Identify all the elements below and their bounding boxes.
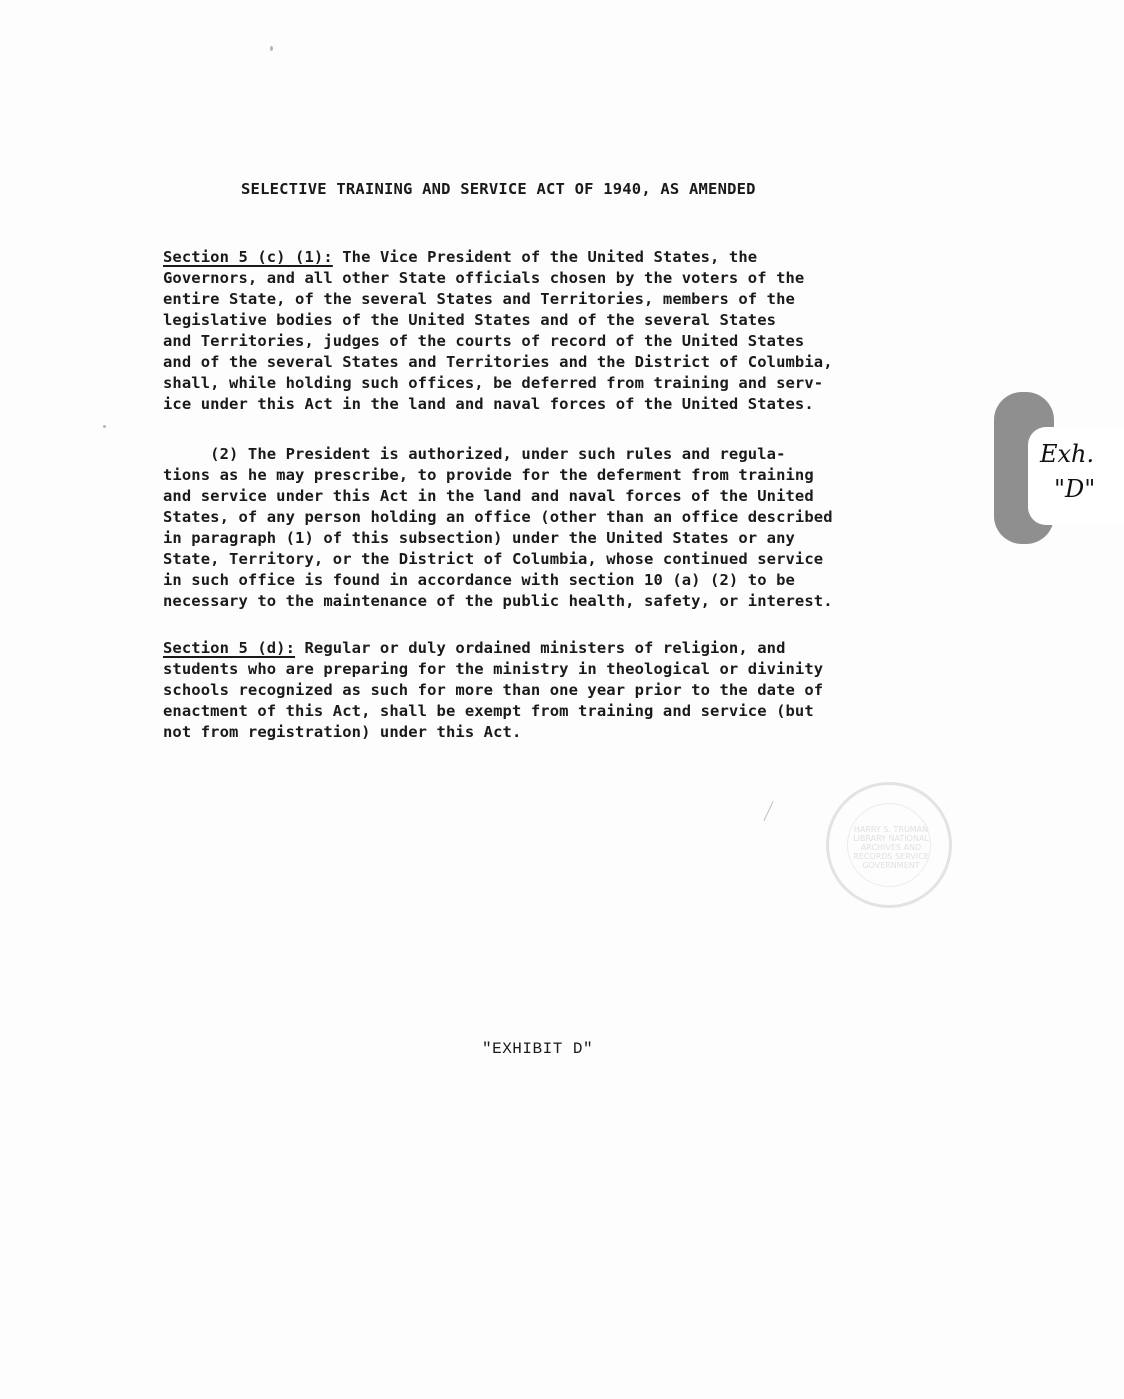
paragraph-line: State, Territory, or the District of Columbia, whose continued service	[163, 550, 824, 568]
scan-speck	[270, 46, 273, 51]
section-heading: Section 5 (d):	[163, 639, 296, 657]
paragraph-line: not from registration) under this Act.	[163, 723, 522, 741]
scan-scratch	[763, 801, 773, 821]
section-heading: Section 5 (c) (1):	[163, 248, 333, 266]
handwritten-annotation: Exh.	[1040, 440, 1095, 468]
paragraph-line: in paragraph (1) of this subsection) under the United States or any	[163, 529, 795, 547]
paragraph-line: (2) The President is authorized, under such rules and regula-	[163, 445, 786, 463]
section-5d-paragraph	[163, 638, 933, 743]
paragraph-line: necessary to the maintenance of the public health, safety, or interest.	[163, 592, 833, 610]
scan-speck	[103, 425, 106, 428]
paragraph-line: Section 5 (c) (1): The Vice President of the United States, the	[163, 248, 758, 266]
paragraph-line: schools recognized as such for more than one year prior to the date of	[163, 681, 824, 699]
paragraph-line: ice under this Act in the land and naval forces of the United States.	[163, 395, 814, 413]
paragraph-line: in such office is found in accordance with section 10 (a) (2) to be	[163, 571, 795, 589]
paragraph-line: and of the several States and Territories and the District of Columbia,	[163, 353, 833, 371]
paragraph-line: States, of any person holding an office (other than an office described	[163, 508, 833, 526]
library-stamp	[826, 782, 952, 908]
paragraph-line: and Territories, judges of the courts of record of the United States	[163, 332, 805, 350]
paragraph-line: Section 5 (d): Regular or duly ordained ministers of religion, and	[163, 639, 786, 657]
paragraph-line: entire State, of the several States and Territories, members of the	[163, 290, 795, 308]
paragraph-line: Governors, and all other State officials chosen by the voters of the	[163, 269, 805, 287]
paragraph-line: legislative bodies of the United States and of the several States	[163, 311, 777, 329]
paragraph-line: students who are preparing for the ministry in theological or divinity	[163, 660, 824, 678]
exhibit-label: "EXHIBIT D"	[482, 1040, 594, 1058]
section-5c1-paragraph	[163, 247, 933, 415]
stamp-text: HARRY S. TRUMAN LIBRARY NATIONAL ARCHIVES AND RECORDS SERVICE GOVERNMENT	[853, 825, 929, 870]
document-title: SELECTIVE TRAINING AND SERVICE ACT OF 1940, AS AMENDED	[241, 180, 756, 198]
paragraph-line: and service under this Act in the land and naval forces of the United	[163, 487, 814, 505]
handwritten-annotation: "D"	[1054, 475, 1096, 503]
paragraph-line: tions as he may prescribe, to provide for the deferment from training	[163, 466, 814, 484]
paragraph-line: enactment of this Act, shall be exempt from training and service (but	[163, 702, 814, 720]
section-5c2-paragraph	[163, 444, 933, 612]
paragraph-line: shall, while holding such offices, be deferred from training and serv-	[163, 374, 824, 392]
